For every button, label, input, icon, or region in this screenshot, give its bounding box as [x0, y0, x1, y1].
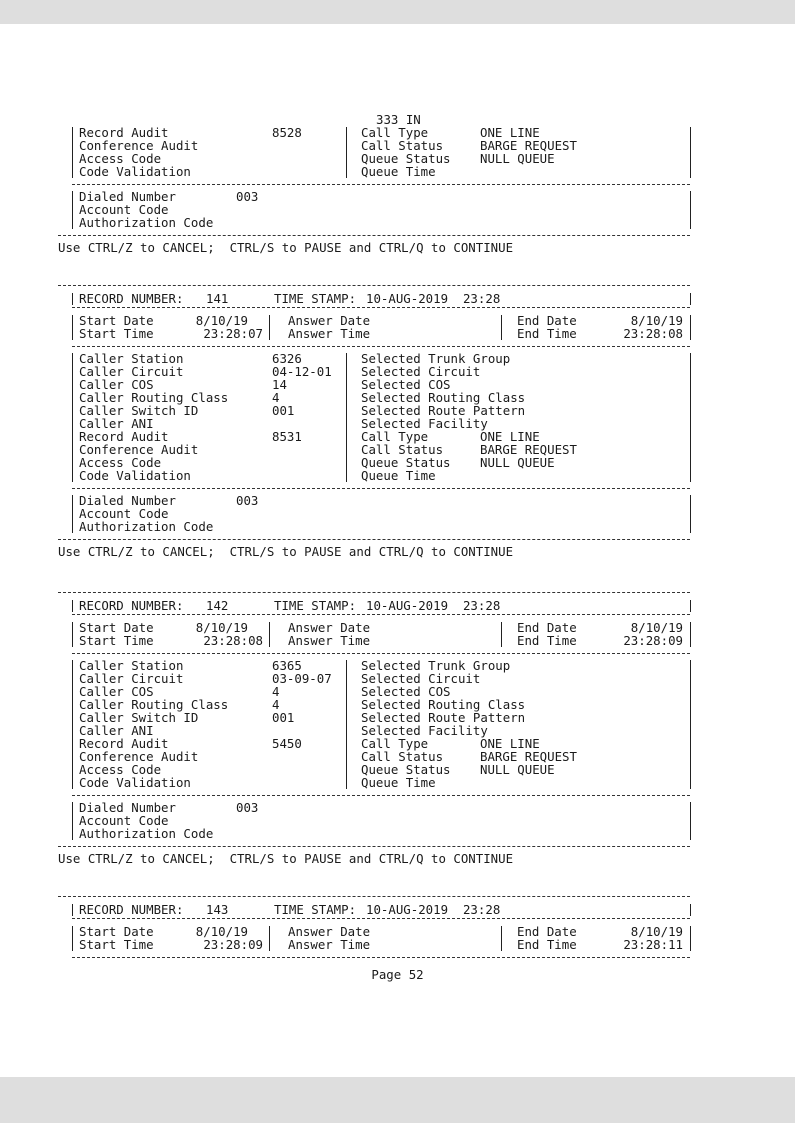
time-stamp-label: TIME STAMP: [274, 598, 357, 613]
field-value: 23:28:08 [623, 326, 683, 341]
field-label: Caller ANI [79, 416, 154, 431]
control-prompt: Use CTRL/Z to CANCEL; CTRL/S to PAUSE and CTRL/Q to CONTINUE [58, 544, 514, 559]
field-label: Caller Circuit [79, 671, 184, 686]
column-divider [269, 926, 270, 951]
field-label: Record Audit [79, 429, 169, 444]
field-label: Access Code [79, 151, 162, 166]
column-divider [501, 622, 502, 647]
field-label: Answer Date [288, 620, 371, 635]
field-value: 23:28:11 [623, 937, 683, 952]
box-right-border [690, 293, 691, 305]
time-stamp: 10-AUG-2019 23:28 [366, 291, 501, 306]
field-label: Answer Time [288, 937, 371, 952]
field-label: Conference Audit [79, 442, 199, 457]
column-divider [346, 353, 347, 482]
field-value: 8528 [272, 125, 302, 140]
time-stamp: 10-AUG-2019 23:28 [366, 598, 501, 613]
field-label: Selected Route Pattern [361, 710, 526, 725]
box-right-border [690, 904, 691, 916]
dashed-separator [72, 653, 690, 654]
field-label: Selected Routing Class [361, 697, 526, 712]
dashed-separator [72, 795, 690, 796]
field-label: Code Validation [79, 468, 191, 483]
field-label: Start Time [79, 633, 154, 648]
field-label: Start Date [79, 313, 154, 328]
box-left-border [72, 315, 73, 340]
box-left-border [72, 904, 73, 916]
field-value: 8/10/19 [630, 924, 683, 939]
control-prompt: Use CTRL/Z to CANCEL; CTRL/S to PAUSE and CTRL/Q to CONTINUE [58, 240, 514, 255]
field-value: 4 [272, 684, 280, 699]
field-label: End Date [517, 924, 577, 939]
field-label: Code Validation [79, 164, 191, 179]
field-value: 6365 [272, 658, 302, 673]
field-value: 8/10/19 [630, 313, 683, 328]
field-label: Queue Status [361, 151, 451, 166]
field-label: Answer Date [288, 313, 371, 328]
dashed-separator [72, 918, 690, 919]
field-label: Record Audit [79, 736, 169, 751]
field-value: BARGE REQUEST [480, 749, 577, 764]
column-divider [501, 926, 502, 951]
field-value: 23:28:09 [623, 633, 683, 648]
field-value: 8/10/19 [195, 924, 248, 939]
field-label: Caller Routing Class [79, 697, 229, 712]
field-label: Authorization Code [79, 215, 214, 230]
field-label: Start Date [79, 924, 154, 939]
dashed-separator [58, 235, 690, 236]
field-label: Caller Circuit [79, 364, 184, 379]
field-label: Caller COS [79, 684, 154, 699]
field-value: BARGE REQUEST [480, 138, 577, 153]
field-value: BARGE REQUEST [480, 442, 577, 457]
field-label: Queue Status [361, 455, 451, 470]
control-prompt: Use CTRL/Z to CANCEL; CTRL/S to PAUSE and CTRL/Q to CONTINUE [58, 851, 514, 866]
record-top-border [58, 592, 690, 593]
field-label: Code Validation [79, 775, 191, 790]
record-number-label: RECORD NUMBER: [79, 291, 184, 306]
field-label: Call Type [361, 429, 429, 444]
field-label: Access Code [79, 455, 162, 470]
field-label: Authorization Code [79, 826, 214, 841]
field-label: Queue Time [361, 775, 436, 790]
record-number: 142 [206, 598, 229, 613]
dashed-separator [72, 346, 690, 347]
field-label: Account Code [79, 506, 169, 521]
box-right-border [690, 315, 691, 340]
field-label: Dialed Number [79, 800, 176, 815]
box-right-border [690, 191, 691, 229]
partial-routing-value: 333 IN [376, 112, 421, 127]
field-value: 003 [236, 189, 259, 204]
box-left-border [72, 127, 73, 178]
box-right-border [690, 622, 691, 647]
box-left-border [72, 600, 73, 612]
box-right-border [690, 802, 691, 840]
field-label: Queue Status [361, 762, 451, 777]
field-value: 5450 [272, 736, 302, 751]
field-value: 8531 [272, 429, 302, 444]
box-right-border [690, 127, 691, 178]
field-label: Call Type [361, 736, 429, 751]
field-label: Queue Time [361, 164, 436, 179]
box-right-border [690, 495, 691, 533]
field-value: 6326 [272, 351, 302, 366]
field-value: 003 [236, 800, 259, 815]
field-value: 8/10/19 [195, 620, 248, 635]
field-value: 23:28:07 [203, 326, 263, 341]
field-value: NULL QUEUE [480, 762, 555, 777]
field-label: Selected COS [361, 377, 451, 392]
field-label: Caller Station [79, 351, 184, 366]
field-label: Selected Trunk Group [361, 658, 511, 673]
field-label: Selected Routing Class [361, 390, 526, 405]
field-label: Caller Switch ID [79, 710, 199, 725]
time-stamp-label: TIME STAMP: [274, 291, 357, 306]
box-left-border [72, 191, 73, 229]
field-label: Call Status [361, 749, 444, 764]
dashed-separator [72, 307, 690, 308]
field-label: Answer Date [288, 924, 371, 939]
field-value: ONE LINE [480, 736, 540, 751]
box-left-border [72, 802, 73, 840]
page-number: Page 52 [371, 967, 424, 982]
box-left-border [72, 926, 73, 951]
field-label: Start Date [79, 620, 154, 635]
field-label: Account Code [79, 813, 169, 828]
field-value: ONE LINE [480, 429, 540, 444]
field-label: Conference Audit [79, 749, 199, 764]
field-label: Conference Audit [79, 138, 199, 153]
field-value: 03-09-07 [272, 671, 332, 686]
record-number-label: RECORD NUMBER: [79, 902, 184, 917]
field-value: 04-12-01 [272, 364, 332, 379]
dashed-separator [72, 614, 690, 615]
record-number-label: RECORD NUMBER: [79, 598, 184, 613]
field-label: Selected Facility [361, 416, 488, 431]
record-top-border [58, 285, 690, 286]
field-label: Queue Time [361, 468, 436, 483]
column-divider [346, 660, 347, 789]
field-value: 003 [236, 493, 259, 508]
field-value: NULL QUEUE [480, 151, 555, 166]
field-label: Account Code [79, 202, 169, 217]
box-left-border [72, 293, 73, 305]
field-label: Selected Circuit [361, 671, 481, 686]
field-label: Selected COS [361, 684, 451, 699]
field-value: 8/10/19 [630, 620, 683, 635]
record-number: 143 [206, 902, 229, 917]
time-stamp: 10-AUG-2019 23:28 [366, 902, 501, 917]
dashed-separator [72, 488, 690, 489]
time-stamp-label: TIME STAMP: [274, 902, 357, 917]
field-label: End Time [517, 633, 577, 648]
field-label: Caller Routing Class [79, 390, 229, 405]
dashed-separator [72, 957, 690, 958]
field-label: Dialed Number [79, 189, 176, 204]
field-value: 001 [272, 710, 295, 725]
field-label: End Date [517, 313, 577, 328]
field-label: Start Time [79, 326, 154, 341]
field-label: Call Status [361, 138, 444, 153]
field-label: Call Status [361, 442, 444, 457]
field-label: Caller Switch ID [79, 403, 199, 418]
field-value: 4 [272, 697, 280, 712]
field-label: Start Time [79, 937, 154, 952]
field-label: Answer Time [288, 633, 371, 648]
field-label: End Time [517, 937, 577, 952]
field-label: Dialed Number [79, 493, 176, 508]
column-divider [501, 315, 502, 340]
dashed-separator [58, 539, 690, 540]
field-label: Access Code [79, 762, 162, 777]
field-value: 23:28:08 [203, 633, 263, 648]
box-left-border [72, 660, 73, 789]
field-value: 001 [272, 403, 295, 418]
field-label: Caller ANI [79, 723, 154, 738]
column-divider [269, 622, 270, 647]
field-label: Selected Facility [361, 723, 488, 738]
field-value: 14 [272, 377, 287, 392]
field-label: End Time [517, 326, 577, 341]
dashed-separator [58, 846, 690, 847]
box-left-border [72, 353, 73, 482]
field-label: Caller Station [79, 658, 184, 673]
field-label: Answer Time [288, 326, 371, 341]
box-right-border [690, 353, 691, 482]
column-divider [346, 127, 347, 178]
field-label: Selected Route Pattern [361, 403, 526, 418]
field-label: Authorization Code [79, 519, 214, 534]
dashed-separator [72, 184, 690, 185]
box-left-border [72, 495, 73, 533]
field-label: Selected Trunk Group [361, 351, 511, 366]
field-value: 23:28:09 [203, 937, 263, 952]
box-left-border [72, 622, 73, 647]
field-value: NULL QUEUE [480, 455, 555, 470]
field-label: Record Audit [79, 125, 169, 140]
field-label: Call Type [361, 125, 429, 140]
record-number: 141 [206, 291, 229, 306]
column-divider [269, 315, 270, 340]
field-value: 4 [272, 390, 280, 405]
box-right-border [690, 660, 691, 789]
box-right-border [690, 926, 691, 951]
box-right-border [690, 600, 691, 612]
field-value: ONE LINE [480, 125, 540, 140]
field-label: End Date [517, 620, 577, 635]
field-label: Selected Circuit [361, 364, 481, 379]
field-value: 8/10/19 [195, 313, 248, 328]
record-top-border [58, 896, 690, 897]
field-label: Caller COS [79, 377, 154, 392]
